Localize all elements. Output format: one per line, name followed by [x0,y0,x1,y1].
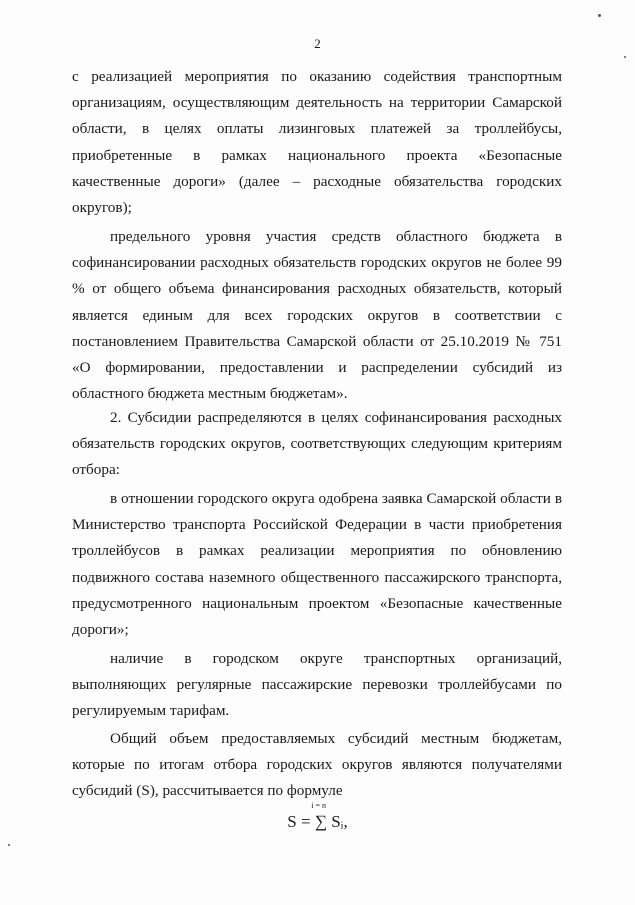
summation-limit: i = n [311,801,327,810]
paragraph-criterion-application [72,486,562,643]
paragraph-criterion-operators [72,646,562,725]
page-number: 2 [314,36,321,51]
paragraph-text: предельного уровня участия средств областного бюджета в софинансировании расходных обязательств городских округов не более 99 % от общего объема финансирования расходных обязательств, который является единым для всех городских округов в соответствии с постановлением Правительства Самарской области от 25.10.2019 № 751 «О формировании, предоставлении и распределении субсидий из областного бюджета местным бюджетам». [72,228,562,403]
paragraph-distribution-criteria [72,405,562,484]
paragraph-text: наличие в городском округе транспортных организаций, выполняющих регулярные пассажирские перевозки троллейбусами по регулируемым тарифам. [72,650,562,720]
subsidy-formula [0,802,635,832]
formula-expression: S = ∑ Sᵢ, [287,812,348,831]
paragraph-co-financing-limit [72,224,562,407]
scan-speck [624,56,626,58]
paragraph-text: 2. Субсидии распределяются в целях софинансирования расходных обязательств городских округов, соответствующих следующим критериям отбора: [72,409,562,479]
scan-speck [598,14,601,17]
paragraph-text: Общий объем предоставляемых субсидий местным бюджетам, которые по итогам отбора городских округов являются получателями субсидий (S), рассчитывается по формуле [72,730,562,800]
paragraph-text: в отношении городского округа одобрена заявка Самарской области в Министерство транспорта Российской Федерации в части приобретения троллейбусов в рамках реализации мероприятия по обновлению подвижного состава наземного общественного пассажирского транспорта, предусмотренного национальным проектом «Безопасные качественные дороги»; [72,490,562,639]
paragraph-text: с реализацией мероприятия по оказанию содействия транспортным организациям, осуществляющим деятельность на территории Самарской области, в целях оплаты лизинговых платежей за троллейбусы, приобретенные в рамках национального проекта «Безопасные качественные дороги» (далее – расходные обязательства городских округов); [72,68,562,217]
paragraph-continuation [72,64,562,221]
paragraph-total-volume [72,726,562,805]
scan-speck [8,844,10,846]
